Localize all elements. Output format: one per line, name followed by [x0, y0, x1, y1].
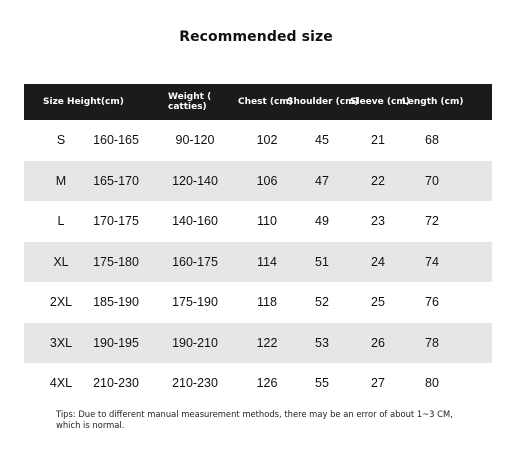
- cell-chest: 118: [257, 295, 277, 310]
- header-shoulder: Shoulder (cm): [287, 97, 359, 107]
- table-header: [24, 84, 492, 120]
- table-body: [24, 120, 492, 404]
- cell-shoulder: 51: [315, 254, 329, 269]
- cell-sleeve: 27: [371, 376, 385, 391]
- header-chest: Chest (cm): [238, 97, 293, 107]
- header-length: Length (cm): [402, 97, 464, 107]
- cell-size: L: [57, 214, 65, 229]
- cell-shoulder: 53: [315, 335, 329, 350]
- cell-height: 160-165: [93, 133, 139, 148]
- cell-weight: 210-230: [172, 376, 218, 391]
- cell-weight: 120-140: [172, 173, 218, 188]
- table-row: [24, 242, 492, 283]
- tips-note: Tips: Due to different manual measurement methods, there may be an error of about 1~3 CM, which is normal.: [56, 409, 453, 430]
- cell-height: 185-190: [93, 295, 139, 310]
- cell-sleeve: 23: [371, 214, 385, 229]
- cell-sleeve: 21: [371, 133, 385, 148]
- table-row: [24, 363, 492, 404]
- table-row: [24, 161, 492, 202]
- cell-size: 3XL: [49, 335, 73, 350]
- cell-height: 190-195: [93, 335, 139, 350]
- header-sleeve: Sleeve (cm): [350, 97, 410, 107]
- cell-shoulder: 49: [315, 214, 329, 229]
- cell-sleeve: 26: [371, 335, 385, 350]
- cell-height: 165-170: [93, 173, 139, 188]
- cell-size: S: [56, 133, 66, 148]
- cell-size: 2XL: [49, 295, 73, 310]
- cell-chest: 126: [256, 376, 278, 391]
- cell-weight: 190-210: [172, 335, 218, 350]
- cell-height: 210-230: [93, 376, 139, 391]
- cell-shoulder: 47: [315, 173, 329, 188]
- cell-shoulder: 55: [315, 376, 329, 391]
- cell-chest: 114: [257, 254, 277, 269]
- cell-chest: 102: [256, 133, 278, 148]
- cell-weight: 175-190: [172, 295, 218, 310]
- header-weight: Weight ( catties): [168, 92, 212, 112]
- cell-height: 175-180: [93, 254, 139, 269]
- cell-chest: 106: [256, 173, 278, 188]
- cell-length: 78: [425, 335, 439, 350]
- cell-sleeve: 24: [371, 254, 385, 269]
- table-row: [24, 120, 492, 161]
- cell-length: 74: [425, 254, 439, 269]
- cell-weight: 140-160: [172, 214, 218, 229]
- cell-shoulder: 52: [315, 295, 329, 310]
- cell-chest: 122: [256, 335, 278, 350]
- cell-sleeve: 22: [371, 173, 385, 188]
- cell-length: 70: [425, 173, 439, 188]
- cell-weight: 90-120: [175, 133, 215, 148]
- cell-size: XL: [53, 254, 69, 269]
- cell-sleeve: 25: [371, 295, 385, 310]
- cell-size: M: [55, 173, 67, 188]
- table-row: [24, 201, 492, 242]
- header-size-height: Size Height(cm): [43, 97, 124, 107]
- cell-shoulder: 45: [315, 133, 329, 148]
- page-title: Recommended size: [179, 29, 333, 45]
- cell-length: 68: [425, 133, 439, 148]
- cell-length: 72: [425, 214, 439, 229]
- table-row: [24, 282, 492, 323]
- cell-length: 76: [425, 295, 439, 310]
- cell-weight: 160-175: [172, 254, 218, 269]
- cell-height: 170-175: [93, 214, 139, 229]
- size-table: [24, 84, 492, 404]
- table-row: [24, 323, 492, 364]
- cell-size: 4XL: [49, 376, 73, 391]
- cell-chest: 110: [257, 214, 277, 229]
- cell-length: 80: [425, 376, 439, 391]
